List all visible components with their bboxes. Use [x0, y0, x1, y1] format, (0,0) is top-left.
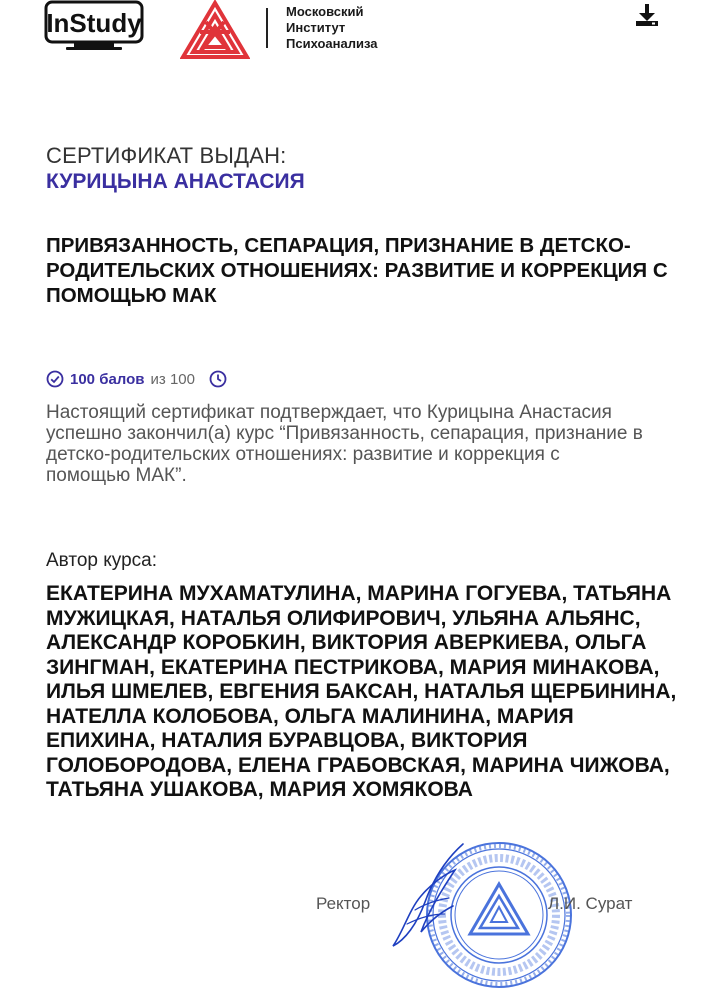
rector-label: Ректор — [316, 894, 371, 913]
institute-emblem — [180, 0, 250, 60]
rector-name: Л.И. Сурат — [548, 894, 633, 913]
header-divider — [266, 8, 268, 48]
instudy-logo — [44, 0, 144, 52]
issued-label: СЕРТИФИКАТ ВЫДАН: — [46, 143, 287, 168]
recipient-name: КУРИЦЫНА АНАСТАСИЯ — [46, 170, 305, 193]
clock-icon — [209, 370, 227, 388]
certificate-description: Настоящий сертификат подтверждает, что Курицына Анастасия успешно закончил(а) курс “Привязанность, сепарация, признание в детско-родительских отношениях: развитие и коррекция с помощью МАК”. — [46, 402, 643, 486]
institute-name-line: Институт — [286, 20, 346, 35]
svg-text:InStudy: InStudy — [46, 8, 142, 38]
certificate-header — [0, 0, 714, 60]
course-title: ПРИВЯЗАННОСТЬ, СЕПАРАЦИЯ, ПРИЗНАНИЕ В ДЕТСКО-РОДИТЕЛЬСКИХ ОТНОШЕНИЯХ: РАЗВИТИЕ И КОРРЕКЦИЯ С ПОМОЩЬЮ МАК — [46, 234, 668, 307]
institute-name-line: Московский — [286, 4, 364, 19]
authors-list: ЕКАТЕРИНА МУХАМАТУЛИНА, МАРИНА ГОГУЕВА, ТАТЬЯНА МУЖИЦКАЯ, НАТАЛЬЯ ОЛИФИРОВИЧ, УЛЬЯНА АЛЬЯНС, АЛЕКСАНДР КОРОБКИН, ВИКТОРИЯ АВЕРКИЕВА, ОЛЬГА ЗИНГМАН, ЕКАТЕРИНА ПЕСТРИКОВА, МАРИЯ МИНАКОВА, ИЛЬЯ ШМЕЛЕВ, ЕВГЕНИЯ БАКСАН, НАТАЛЬЯ ЩЕРБИНИНА, НАТЕЛЛА КОЛОБОВА, ОЛЬГА МАЛИНИНА, МАРИЯ ЕПИХИНА, НАТАЛИЯ БУРАВЦОВА, ВИКТОРИЯ ГОЛОБОРОДОВА, ЕЛЕНА ГРАБОВСКАЯ, МАРИНА ЧИЖОВА, ТАТЬЯНА УШАКОВА, МАРИЯ ХОМЯКОВА — [46, 582, 677, 801]
authors-label: Автор курса: — [46, 550, 157, 571]
score-value: 100 балов — [70, 370, 145, 388]
score-max: из 100 — [150, 370, 195, 388]
institute-name-line: Психоанализа — [286, 36, 378, 51]
institute-name — [286, 4, 378, 52]
download-icon[interactable] — [634, 2, 660, 28]
score-row — [46, 369, 227, 389]
rector-signature — [385, 840, 475, 952]
check-circle-icon — [46, 370, 64, 388]
